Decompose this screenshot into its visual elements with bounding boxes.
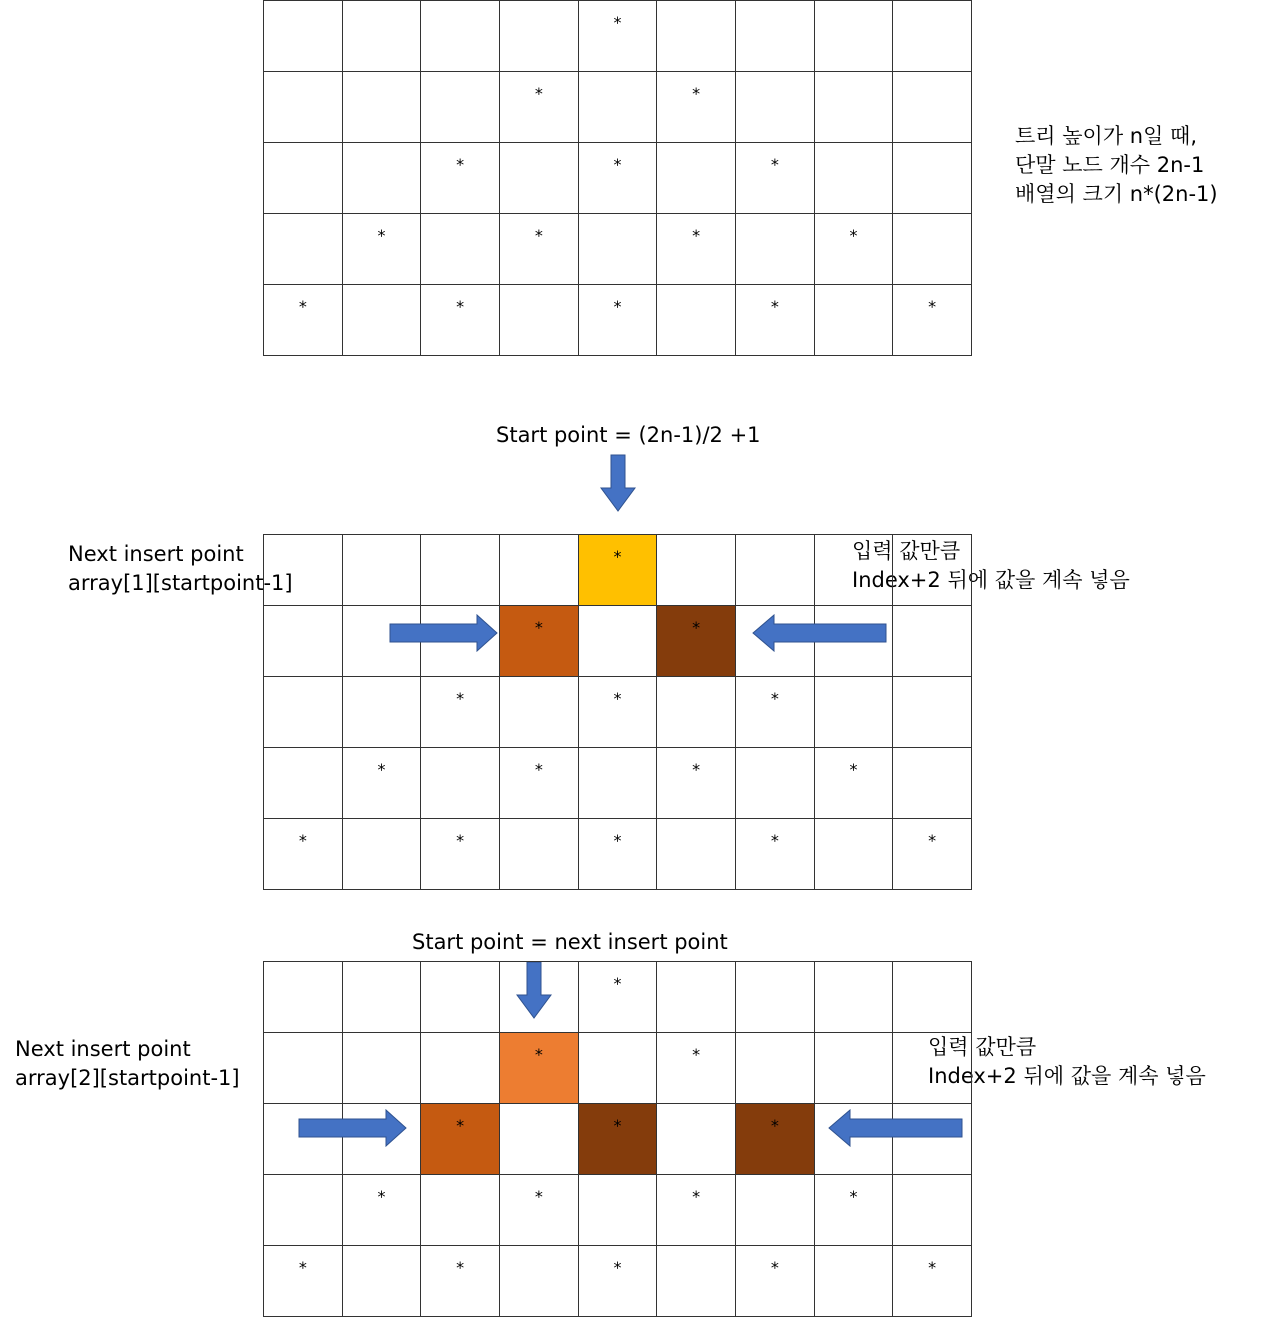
grid-cell: * — [815, 1175, 894, 1246]
grid-cell: * — [264, 1246, 343, 1317]
grid-cell: * — [500, 1175, 579, 1246]
grid-cell — [579, 606, 658, 677]
grid-cell: * — [736, 677, 815, 748]
next-insert-line2: array[1][startpoint-1] — [68, 571, 293, 595]
grid-cell — [500, 285, 579, 356]
grid-cell — [657, 1, 736, 72]
grid-cell — [893, 1033, 972, 1104]
grid-cell — [657, 962, 736, 1033]
next-insert-line1: Next insert point — [68, 542, 244, 566]
grid-cell: * — [579, 1246, 658, 1317]
grid-cell: * — [421, 143, 500, 214]
grid-cell: * — [421, 677, 500, 748]
grid-cell — [500, 677, 579, 748]
grid-cell — [893, 962, 972, 1033]
grid-cell — [736, 962, 815, 1033]
grid-cell: * — [657, 72, 736, 143]
grid-cell — [264, 606, 343, 677]
grid-cell: * — [815, 214, 894, 285]
grid-cell: * — [579, 677, 658, 748]
grid-cell — [815, 819, 894, 890]
grid-cell — [815, 143, 894, 214]
grid-cell — [264, 962, 343, 1033]
grid-cell — [421, 535, 500, 606]
grid-cell — [657, 1246, 736, 1317]
grid-cell: * — [657, 606, 736, 677]
grid-cell — [657, 677, 736, 748]
grid-cell — [815, 1246, 894, 1317]
grid-cell — [264, 748, 343, 819]
next-insert-line1-2: Next insert point — [15, 1037, 191, 1061]
grid-cell: * — [893, 285, 972, 356]
grid-cell — [815, 72, 894, 143]
grid-cell — [500, 1246, 579, 1317]
grid-cell — [815, 1033, 894, 1104]
grid-cell — [657, 1104, 736, 1175]
grid-cell — [736, 72, 815, 143]
grid-cell — [893, 677, 972, 748]
grid-cell: * — [579, 285, 658, 356]
grid-cell: * — [736, 1246, 815, 1317]
grid-cell — [500, 535, 579, 606]
right-arrow-icon-2 — [298, 1109, 408, 1147]
grid-cell: * — [736, 143, 815, 214]
grid-cell — [815, 285, 894, 356]
grid-cell — [736, 1175, 815, 1246]
next-insert-label-1 — [68, 540, 293, 598]
grid-cell — [343, 285, 422, 356]
grid-cell: * — [736, 1104, 815, 1175]
start-point-formula: Start point = (2n-1)/2 +1 — [496, 423, 761, 447]
grid-cell — [343, 962, 422, 1033]
grid-cell — [264, 143, 343, 214]
grid-cell — [657, 535, 736, 606]
grid-cell: * — [500, 214, 579, 285]
grid-cell — [421, 962, 500, 1033]
grid-cell: * — [579, 962, 658, 1033]
grid-cell — [579, 214, 658, 285]
grid-cell — [264, 1, 343, 72]
grid-cell — [736, 535, 815, 606]
grid-cell — [893, 606, 972, 677]
grid-cell — [579, 1175, 658, 1246]
grid-cell: * — [343, 214, 422, 285]
tree-note-line3: 배열의 크기 n*(2n-1) — [1015, 182, 1218, 206]
grid-cell: * — [579, 1104, 658, 1175]
grid-cell: * — [736, 819, 815, 890]
grid-cell — [893, 748, 972, 819]
grid-cell — [264, 72, 343, 143]
grid-cell — [343, 535, 422, 606]
grid-cell — [736, 214, 815, 285]
grid-cell — [421, 214, 500, 285]
grid-cell — [815, 677, 894, 748]
grid-cell — [893, 1, 972, 72]
grid-cell — [893, 72, 972, 143]
start-point-next: Start point = next insert point — [412, 930, 728, 954]
grid-cell: * — [264, 819, 343, 890]
grid-cell — [500, 143, 579, 214]
grid-cell — [579, 748, 658, 819]
grid-cell: * — [343, 748, 422, 819]
grid-cell — [657, 819, 736, 890]
grid-cell — [421, 748, 500, 819]
grid-cell: * — [421, 819, 500, 890]
grid-cell: * — [579, 143, 658, 214]
grid-cell — [421, 72, 500, 143]
grid-cell — [343, 1, 422, 72]
input-note-line1: 입력 값만큼 — [852, 539, 961, 563]
grid-cell: * — [736, 285, 815, 356]
grid-cell — [579, 72, 658, 143]
input-note-line2: Index+2 뒤에 값을 계속 넣음 — [852, 568, 1130, 592]
grid-cell — [421, 1033, 500, 1104]
grid-cell: * — [579, 1, 658, 72]
grid-cell — [343, 819, 422, 890]
grid-cell: * — [657, 1175, 736, 1246]
next-insert-label-2 — [15, 1035, 240, 1093]
grid-cell — [264, 214, 343, 285]
grid-cell: * — [579, 535, 658, 606]
grid-cell — [893, 214, 972, 285]
tree-array-grid-2 — [263, 534, 972, 890]
input-note-line1-2: 입력 값만큼 — [928, 1035, 1037, 1059]
grid-cell — [815, 962, 894, 1033]
grid-cell — [343, 1033, 422, 1104]
left-arrow-icon-2 — [828, 1109, 963, 1147]
grid-cell: * — [500, 72, 579, 143]
grid-cell — [421, 1, 500, 72]
grid-cell — [264, 535, 343, 606]
tree-note-line2: 단말 노드 개수 2n-1 — [1015, 153, 1205, 177]
grid-cell: * — [657, 748, 736, 819]
grid-cell — [815, 1, 894, 72]
down-arrow-icon — [600, 454, 636, 512]
grid-cell: * — [421, 1246, 500, 1317]
grid-cell — [657, 285, 736, 356]
grid-cell — [343, 1246, 422, 1317]
grid-cell: * — [893, 819, 972, 890]
grid-cell — [343, 143, 422, 214]
grid-cell — [893, 535, 972, 606]
grid-cell: * — [500, 1033, 579, 1104]
next-insert-line2-2: array[2][startpoint-1] — [15, 1066, 240, 1090]
grid-cell — [736, 1033, 815, 1104]
grid-cell: * — [500, 748, 579, 819]
grid-cell — [893, 143, 972, 214]
grid-cell — [264, 677, 343, 748]
grid-cell: * — [815, 748, 894, 819]
grid-cell — [343, 677, 422, 748]
grid-cell — [657, 143, 736, 214]
grid-cell — [500, 962, 579, 1033]
right-arrow-icon — [389, 614, 499, 652]
grid-cell — [736, 748, 815, 819]
grid-cell: * — [343, 1175, 422, 1246]
grid-cell — [343, 72, 422, 143]
grid-cell: * — [264, 285, 343, 356]
grid-cell — [500, 1, 579, 72]
grid-cell: * — [500, 606, 579, 677]
grid-cell — [736, 1, 815, 72]
grid-cell — [500, 819, 579, 890]
tree-note-line1: 트리 높이가 n일 때, — [1015, 124, 1198, 148]
grid-cell — [421, 1175, 500, 1246]
grid-cell — [579, 1033, 658, 1104]
grid-cell: * — [657, 214, 736, 285]
grid-cell — [264, 1175, 343, 1246]
grid-cell: * — [421, 1104, 500, 1175]
grid-cell: * — [579, 819, 658, 890]
input-note-line2-2: Index+2 뒤에 값을 계속 넣음 — [928, 1064, 1206, 1088]
tree-note — [1015, 122, 1218, 209]
grid-cell — [893, 1175, 972, 1246]
grid-cell — [815, 535, 894, 606]
grid-cell — [264, 1033, 343, 1104]
grid-cell: * — [893, 1246, 972, 1317]
left-arrow-icon — [752, 614, 887, 652]
grid-cell — [500, 1104, 579, 1175]
grid-cell: * — [421, 285, 500, 356]
tree-array-grid-1 — [263, 0, 972, 356]
grid-cell: * — [657, 1033, 736, 1104]
